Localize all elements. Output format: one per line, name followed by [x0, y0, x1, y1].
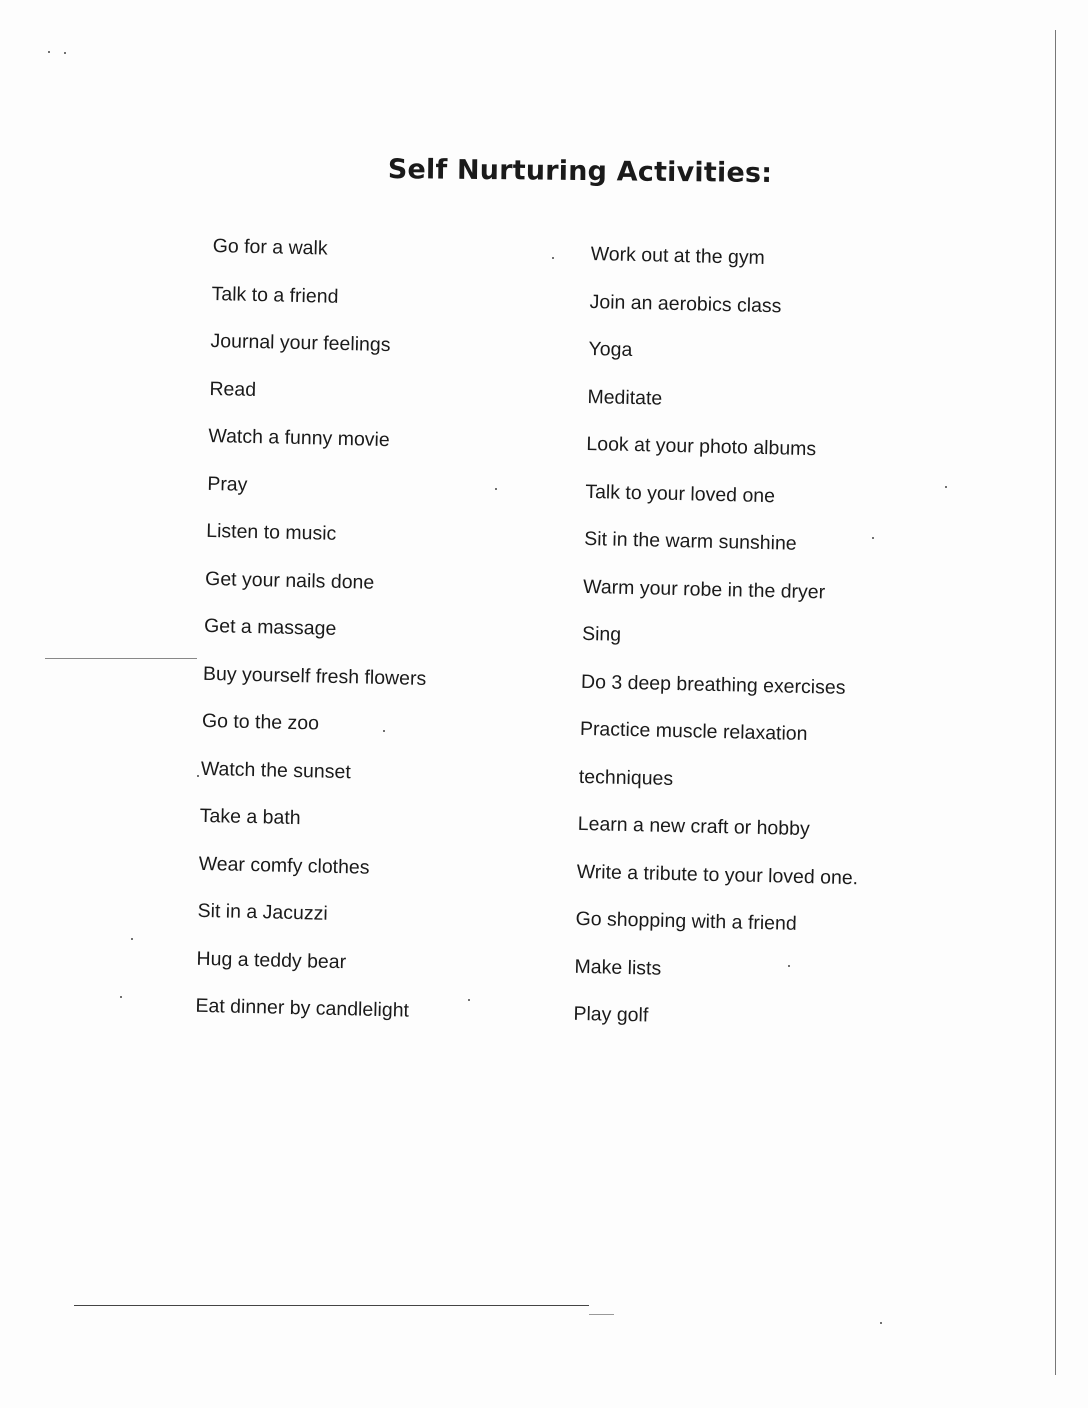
- scan-speck: [788, 965, 790, 967]
- scan-speck: [880, 1322, 882, 1324]
- scan-edge-line-right: [1055, 30, 1056, 1375]
- scan-speck: [872, 537, 874, 539]
- list-item: Sit in the warm sunshine: [584, 527, 797, 555]
- list-item: Work out at the gym: [590, 242, 766, 269]
- list-item: Write a tribute to your loved one.: [576, 860, 859, 889]
- scan-speck: [197, 775, 199, 777]
- list-item: Read: [209, 377, 257, 401]
- list-item: Go for a walk: [212, 234, 328, 260]
- list-item: Yoga: [588, 337, 633, 361]
- list-item: Do 3 deep breathing exercises: [580, 670, 846, 699]
- list-item: Meditate: [587, 385, 663, 410]
- list-item: Watch a funny movie: [208, 424, 390, 452]
- list-item: Get a massage: [203, 614, 337, 640]
- scan-speck: [131, 938, 133, 940]
- list-item: Take a bath: [199, 804, 301, 830]
- activity-list-left: [195, 234, 437, 1046]
- list-item: Hug a teddy bear: [196, 947, 347, 973]
- list-item: Learn a new craft or hobby: [577, 812, 810, 841]
- list-item: techniques: [578, 765, 674, 790]
- list-item: Join an aerobics class: [589, 290, 782, 317]
- scan-speck: [495, 488, 497, 490]
- list-item: Play golf: [573, 1002, 649, 1027]
- list-item: Go shopping with a friend: [575, 907, 797, 935]
- scan-speck: [64, 52, 66, 54]
- list-item: Look at your photo albums: [586, 432, 817, 461]
- list-item: Journal your feelings: [210, 329, 391, 357]
- scan-speck: [383, 730, 385, 732]
- list-item: Warm your robe in the dryer: [582, 575, 826, 603]
- list-item: Practice muscle relaxation: [579, 717, 808, 746]
- list-item: Pray: [207, 472, 248, 496]
- list-item: Eat dinner by candlelight: [195, 994, 410, 1022]
- scan-speck: [468, 999, 470, 1001]
- scan-dash-line-left: [45, 658, 197, 659]
- list-item: Go to the zoo: [201, 709, 320, 735]
- list-item: Wear comfy clothes: [198, 852, 370, 879]
- list-item: Talk to a friend: [211, 282, 339, 308]
- scan-bottom-line-fade: [589, 1314, 614, 1315]
- list-item: Make lists: [574, 955, 662, 980]
- list-item: Listen to music: [206, 519, 337, 545]
- scan-speck: [48, 51, 50, 53]
- list-item: Sing: [581, 622, 622, 646]
- list-item: Talk to your loved one: [585, 480, 776, 507]
- list-item: Get your nails done: [204, 567, 375, 594]
- page-title: Self Nurturing Activities:: [387, 154, 773, 190]
- list-item: Buy yourself fresh flowers: [202, 662, 427, 690]
- scan-speck: [552, 257, 554, 259]
- activity-list-right: [573, 242, 873, 1056]
- list-item: Watch the sunset: [200, 757, 352, 783]
- list-item: Sit in a Jacuzzi: [197, 899, 328, 925]
- scan-bottom-line: [74, 1305, 589, 1306]
- scan-speck: [120, 996, 122, 998]
- scan-speck: [945, 486, 947, 488]
